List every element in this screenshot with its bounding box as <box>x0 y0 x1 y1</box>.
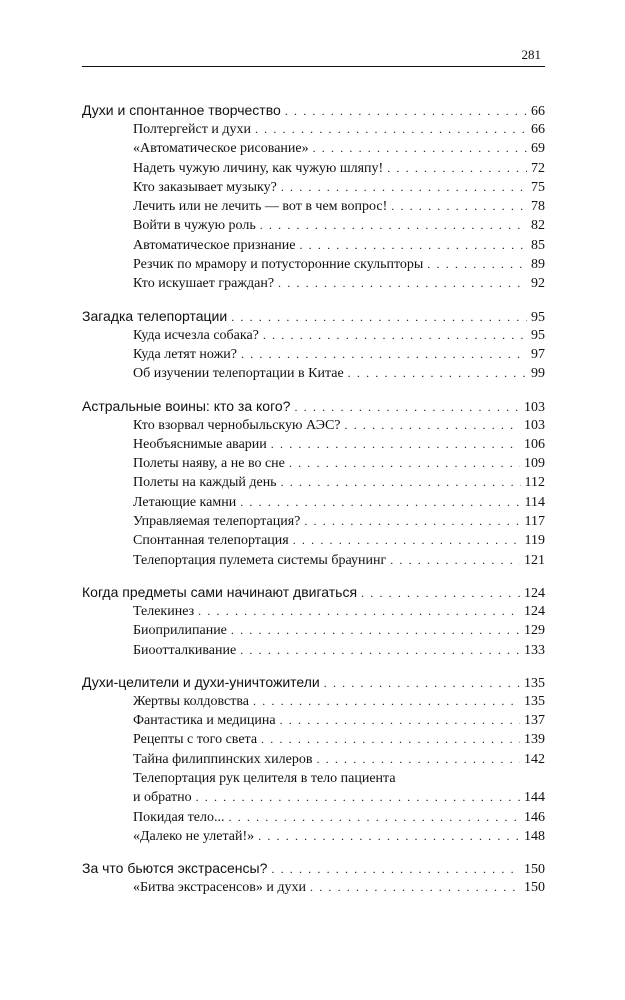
toc-subsection-entry <box>82 122 545 141</box>
subsection-page-number: 114 <box>524 494 545 510</box>
subsection-title: Телекинез <box>133 603 195 619</box>
toc-subsection-entry <box>82 533 545 552</box>
subsection-title: Жертвы колдовства <box>133 693 250 709</box>
dot-leader <box>427 257 527 272</box>
chapter-page-number: 95 <box>531 309 545 325</box>
subsection-title: Биоотталкивание <box>133 642 237 658</box>
subsection-page-number: 78 <box>531 199 545 215</box>
subsection-page-number: 133 <box>524 642 545 658</box>
subsection-page-number: 69 <box>531 141 545 157</box>
toc-chapter-entry <box>82 398 545 418</box>
subsection-page-number: 142 <box>524 751 545 767</box>
dot-leader <box>293 533 521 548</box>
dot-leader <box>255 122 527 137</box>
toc-chapter-entry <box>82 308 545 328</box>
toc-subsection-entry <box>82 257 545 276</box>
subsection-title: Биоприлипание <box>133 623 227 639</box>
subsection-page-number: 150 <box>524 880 545 896</box>
subsection-title: Фантастика и медицина <box>133 713 276 729</box>
toc-subsection-entry <box>82 790 545 809</box>
dot-leader <box>196 790 520 805</box>
toc-subsection-entry <box>82 347 545 366</box>
dot-leader <box>261 732 520 747</box>
subsection-page-number: 148 <box>524 828 545 844</box>
subsection-page-number: 117 <box>524 514 545 530</box>
subsection-page-number: 146 <box>524 809 545 825</box>
subsection-page-number: 92 <box>531 276 545 292</box>
toc-subsection-entry <box>82 141 545 160</box>
toc-subsection-entry <box>82 643 545 662</box>
toc-subsection-entry <box>82 218 545 237</box>
subsection-title: Полеты наяву, а не во сне <box>133 456 285 472</box>
toc-section <box>82 308 545 386</box>
subsection-title: Кто искушает граждан? <box>133 276 275 292</box>
toc-subsection-entry <box>82 732 545 751</box>
subsection-title: Лечить или не лечить — вот в чем вопрос! <box>133 199 388 215</box>
chapter-page-number: 66 <box>531 104 545 119</box>
subsection-page-number: 72 <box>531 160 545 176</box>
subsection-title: Спонтанная телепортация <box>133 533 289 549</box>
subsection-title: Войти в чужую роль <box>133 218 256 234</box>
dot-leader <box>304 514 520 529</box>
dot-leader <box>281 475 521 490</box>
subsection-page-number: 95 <box>531 327 545 343</box>
subsection-title: «Битва экстрасенсов» и духи <box>133 880 306 896</box>
chapter-page-number: 150 <box>524 862 545 878</box>
toc-subsection-entry <box>82 810 545 829</box>
subsection-page-number: 139 <box>524 732 545 748</box>
dot-leader <box>253 694 520 709</box>
dot-leader <box>229 810 521 825</box>
dot-leader <box>231 623 520 638</box>
dot-leader <box>281 180 527 195</box>
toc-chapter-entry <box>82 102 545 122</box>
subsection-title-line: Телепортация рук целителя в тело пациента <box>133 771 396 787</box>
toc-subsection-entry <box>82 694 545 713</box>
subsection-page-number: 66 <box>531 122 545 137</box>
toc-subsection-entry <box>82 514 545 533</box>
chapter-page-number: 124 <box>524 585 545 601</box>
dot-leader <box>316 752 520 767</box>
toc-subsection-entry <box>82 623 545 642</box>
subsection-title: Рецепты с того света <box>133 732 258 748</box>
subsection-title: Летающие камни <box>133 494 237 510</box>
toc-subsection-entry <box>82 276 545 295</box>
subsection-page-number: 75 <box>531 179 545 195</box>
toc-subsection-entry <box>82 495 545 514</box>
subsection-title: Надеть чужую личину, как чужую шляпу! <box>133 160 384 176</box>
toc-subsection-entry <box>82 475 545 494</box>
toc-subsection-entry <box>82 180 545 199</box>
toc-section <box>82 584 545 662</box>
subsection-title: Телепортация пулемета системы браунинг <box>133 552 387 568</box>
chapter-title: Загадка телепортации <box>82 307 228 324</box>
dot-leader <box>271 862 520 877</box>
dot-leader <box>313 141 527 156</box>
subsection-title: «Далеко не улетай!» <box>133 828 255 844</box>
dot-leader <box>231 310 527 325</box>
dot-leader <box>271 437 520 452</box>
toc-subsection-entry <box>82 199 545 218</box>
dot-leader <box>258 829 520 844</box>
dot-leader <box>387 161 527 176</box>
dot-leader <box>348 366 527 381</box>
toc-subsection-entry <box>82 366 545 385</box>
dot-leader <box>285 104 527 119</box>
subsection-page-number: 106 <box>524 436 545 452</box>
subsection-page-number: 137 <box>524 713 545 729</box>
toc-subsection-entry <box>82 328 545 347</box>
dot-leader <box>391 199 527 214</box>
subsection-title: «Автоматическое рисование» <box>133 141 309 157</box>
toc-section <box>82 860 545 899</box>
toc-section <box>82 674 545 848</box>
toc-subsection-entry <box>82 418 545 437</box>
dot-leader <box>260 218 527 233</box>
toc-subsection-entry <box>82 456 545 475</box>
subsection-title: Об изучении телепортации в Китае <box>133 366 344 382</box>
toc-subsection-entry <box>82 437 545 456</box>
subsection-title: Покидая тело... <box>133 809 225 825</box>
subsection-title-continuation: и обратно <box>133 790 192 806</box>
subsection-page-number: 99 <box>531 366 545 382</box>
subsection-title: Тайна филиппинских хилеров <box>133 751 313 767</box>
toc-subsection-entry <box>82 752 545 771</box>
subsection-title: Управляемая телепортация? <box>133 514 301 530</box>
toc-subsection-entry <box>82 553 545 572</box>
subsection-title: Кто заказывает музыку? <box>133 179 277 195</box>
subsection-title: Необъяснимые аварии <box>133 436 267 452</box>
subsection-title: Полеты на каждый день <box>133 475 277 491</box>
toc-chapter-entry <box>82 674 545 694</box>
toc-section <box>82 398 545 572</box>
chapter-page-number: 103 <box>524 399 545 415</box>
subsection-title: Куда исчезла собака? <box>133 327 259 343</box>
toc-section <box>82 102 545 296</box>
dot-leader <box>324 676 520 691</box>
subsection-title: Автоматическое признание <box>133 237 296 253</box>
subsection-page-number: 85 <box>531 237 545 253</box>
chapter-title: Духи-целители и духи-уничтожители <box>82 673 320 690</box>
dot-leader <box>310 880 520 895</box>
subsection-page-number: 89 <box>531 257 545 273</box>
toc-subsection-entry <box>82 604 545 623</box>
subsection-page-number: 135 <box>524 693 545 709</box>
subsection-title: Резчик по мрамору и потусторонние скульпторы <box>133 257 424 273</box>
toc-chapter-entry <box>82 860 545 880</box>
dot-leader <box>240 643 520 658</box>
dot-leader <box>361 586 520 601</box>
subsection-title: Кто взорвал чернобыльскую АЭС? <box>133 417 341 433</box>
page-number: 281 <box>521 47 541 62</box>
chapter-title: Духи и спонтанное творчество <box>82 102 281 118</box>
toc-subsection-entry <box>82 880 545 899</box>
chapter-page-number: 135 <box>524 675 545 691</box>
subsection-page-number: 129 <box>524 623 545 639</box>
dot-leader <box>345 418 520 433</box>
subsection-page-number: 121 <box>524 552 545 568</box>
subsection-page-number: 112 <box>524 475 545 491</box>
subsection-page-number: 103 <box>524 417 545 433</box>
chapter-title: Астральные воины: кто за кого? <box>82 397 291 414</box>
toc-subsection-entry <box>82 161 545 180</box>
subsection-title: Полтергейст и духи <box>133 122 251 137</box>
subsection-page-number: 82 <box>531 218 545 234</box>
toc-subsection-entry <box>82 713 545 732</box>
chapter-title: Когда предметы сами начинают двигаться <box>82 583 358 600</box>
dot-leader <box>198 604 520 619</box>
subsection-page-number: 119 <box>524 533 545 549</box>
toc-subsection-entry <box>82 238 545 257</box>
dot-leader <box>240 495 520 510</box>
table-of-contents <box>82 102 545 912</box>
dot-leader <box>280 713 520 728</box>
header-rule <box>82 66 545 67</box>
subsection-page-number: 124 <box>524 603 545 619</box>
subsection-title: Куда летят ножи? <box>133 346 237 362</box>
dot-leader <box>299 238 527 253</box>
toc-subsection-entry <box>82 829 545 848</box>
dot-leader <box>390 553 520 568</box>
dot-leader <box>263 328 527 343</box>
dot-leader <box>294 400 520 415</box>
dot-leader <box>241 347 527 362</box>
subsection-page-number: 97 <box>531 346 545 362</box>
subsection-page-number: 109 <box>524 456 545 472</box>
dot-leader <box>289 456 520 471</box>
chapter-title: За что бьются экстрасенсы? <box>82 860 268 877</box>
toc-chapter-entry <box>82 584 545 604</box>
dot-leader <box>278 276 527 291</box>
subsection-page-number: 144 <box>524 790 545 806</box>
